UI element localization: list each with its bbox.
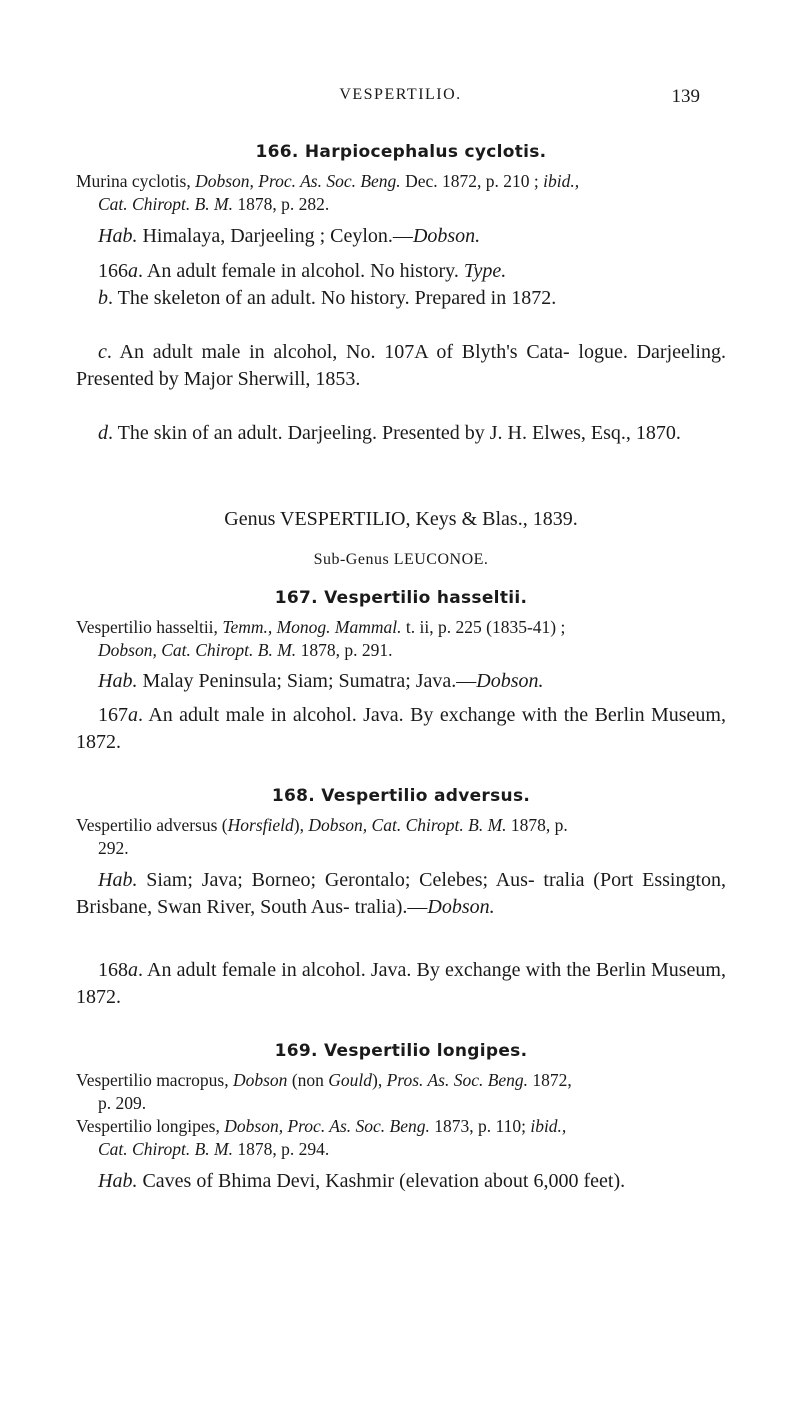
species-heading-168: 168. Vespertilio adversus. [271, 786, 531, 806]
synonymy-167: Vespertilio hasseltii, Temm., Monog. Mammal. t. ii, p. 225 (1835-41) ; Dobson, Cat. Chiropt. B. M. 1878, p. 291. [76, 617, 566, 660]
specimen-166b: b. The skeleton of an adult. No history. Prepared in 1872. [98, 287, 557, 309]
subgenus-heading: Sub-Genus LEUCONOE. [313, 551, 489, 568]
specimen-167a: 167a. An adult male in alcohol. Java. By exchange with the Berlin Museum, 1872. [76, 704, 726, 753]
running-head [0, 86, 801, 110]
page-number: 139 [671, 86, 700, 107]
specimen-166d: d. The skin of an adult. Darjeeling. Presented by J. H. Elwes, Esq., 1870. [98, 422, 681, 444]
genus-heading: Genus VESPERTILIO, Keys & Blas., 1839. [224, 508, 578, 530]
running-head-title: VESPERTILIO. [339, 86, 462, 103]
species-heading-166: 166. Harpiocephalus cyclotis. [255, 142, 547, 162]
specimen-168a: 168a. An adult female in alcohol. Java. By exchange with the Berlin Museum, 1872. [76, 959, 726, 1008]
specimen-166a: 166a. An adult female in alcohol. No history. Type. [98, 260, 507, 282]
habitat-167: Hab. Malay Peninsula; Siam; Sumatra; Java.—Dobson. [98, 670, 544, 692]
synonymy-166: Murina cyclotis, Dobson, Proc. As. Soc. Beng. Dec. 1872, p. 210 ; ibid., Cat. Chiropt. B. M. 1878, p. 282. [76, 171, 580, 214]
synonymy-168: Vespertilio adversus (Horsfield), Dobson, Cat. Chiropt. B. M. 1878, p. 292. [76, 815, 568, 858]
specimen-166c: c. An adult male in alcohol, No. 107A of Blyth's Cata- logue. Darjeeling. Presented by Major Sherwill, 1853. [76, 341, 726, 390]
species-heading-167: 167. Vespertilio hasseltii. [274, 588, 528, 608]
species-heading-169: 169. Vespertilio longipes. [274, 1041, 528, 1061]
habitat-166: Hab. Himalaya, Darjeeling ; Ceylon.—Dobson. [98, 225, 481, 247]
habitat-168: Hab. Siam; Java; Borneo; Gerontalo; Celebes; Aus- tralia (Port Essington, Brisbane, Swan River, South Aus- tralia).—Dobson. [76, 869, 726, 918]
habitat-169: Hab. Caves of Bhima Devi, Kashmir (elevation about 6,000 feet). [98, 1170, 626, 1192]
synonymy-169-macropus: Vespertilio macropus, Dobson (non Gould), Pros. As. Soc. Beng. 1872, p. 209. [76, 1070, 572, 1113]
synonymy-169-longipes: Vespertilio longipes, Dobson, Proc. As. Soc. Beng. 1873, p. 110; ibid., Cat. Chiropt. B. M. 1878, p. 294. [76, 1116, 567, 1159]
